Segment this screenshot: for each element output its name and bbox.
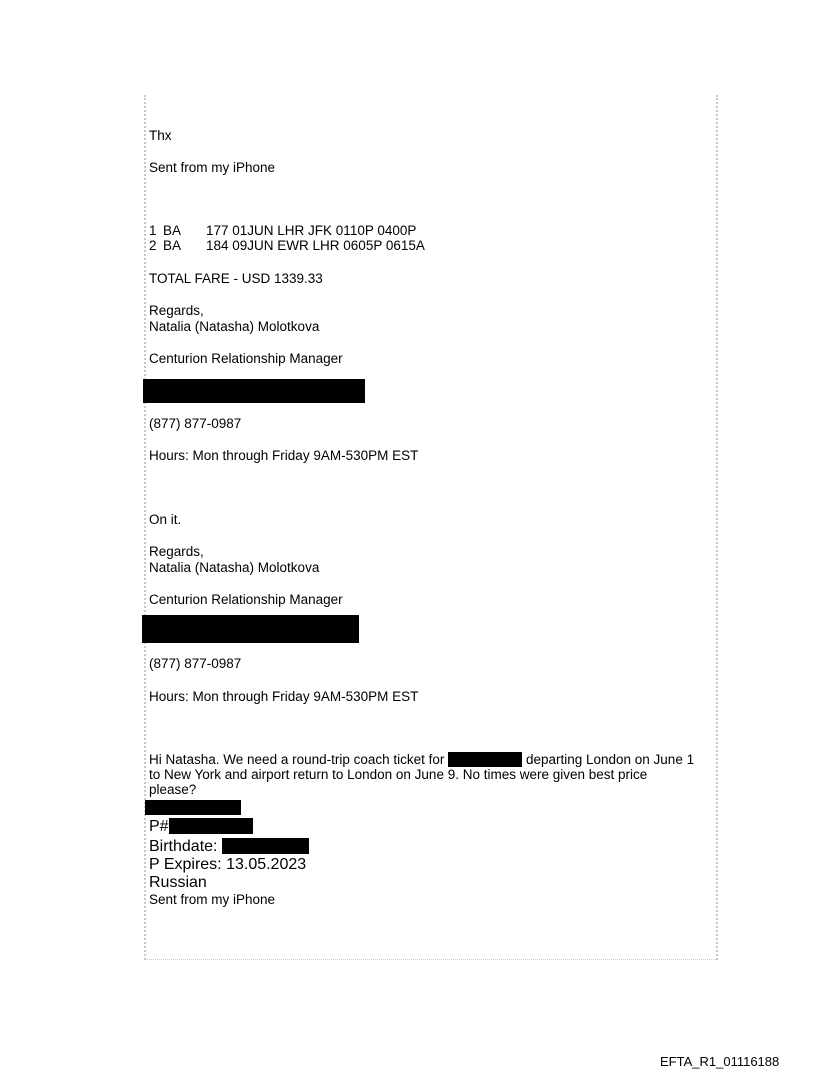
flight-details: 184 09JUN EWR LHR 0605P 0615A [206,238,425,253]
regards: Regards, [149,303,204,318]
total-fare: TOTAL FARE - USD 1339.33 [149,271,323,286]
regards: Regards, [149,544,204,559]
sender-title: Centurion Relationship Manager [149,592,343,607]
passport-line [149,818,253,835]
request-line-2: to New York and airport return to London on June 9. No times were given best price [149,767,648,782]
sender-name: Natalia (Natasha) Molotkova [149,560,320,575]
sender-phone: (877) 877-0987 [149,416,242,431]
birthdate-line [149,838,309,855]
request-text: Hi Natasha. We need a round-trip coach ticket for [149,752,445,767]
redaction-inline [169,818,253,834]
flight-details: 177 01JUN LHR JFK 0110P 0400P [206,223,417,238]
sender-hours: Hours: Mon through Friday 9AM-530PM EST [149,448,419,463]
sender-phone: (877) 877-0987 [149,656,242,671]
redaction-block [145,800,241,815]
sender-hours: Hours: Mon through Friday 9AM-530PM EST [149,689,419,704]
reply-on-it: On it. [149,512,182,527]
reply-thx: Thx [149,128,172,143]
airline-code: BA [163,223,182,238]
passport-label: P# [149,818,169,835]
sent-from-iphone: Sent from my iPhone [149,892,276,907]
redaction-inline [448,752,522,767]
segment-number: 1 [149,223,157,238]
sender-name: Natalia (Natasha) Molotkova [149,319,320,334]
request-line-3: please? [149,782,197,797]
airline-code: BA [163,238,182,253]
nationality: Russian [149,874,207,891]
segment-number: 2 [149,238,157,253]
sent-from-iphone: Sent from my iPhone [149,160,276,175]
sender-title: Centurion Relationship Manager [149,351,343,366]
birthdate-label: Birthdate: [149,838,218,855]
itinerary-row-1 [149,223,416,238]
redaction-block [143,379,365,403]
document-id: EFTA_R1_01116188 [660,1054,780,1069]
request-line-1 [149,752,694,767]
request-text: departing London on June 1 [525,752,695,767]
itinerary-row-2 [149,238,425,253]
redaction-block [142,615,359,643]
passport-expiry: P Expires: 13.05.2023 [149,856,307,873]
redaction-inline [222,838,309,854]
